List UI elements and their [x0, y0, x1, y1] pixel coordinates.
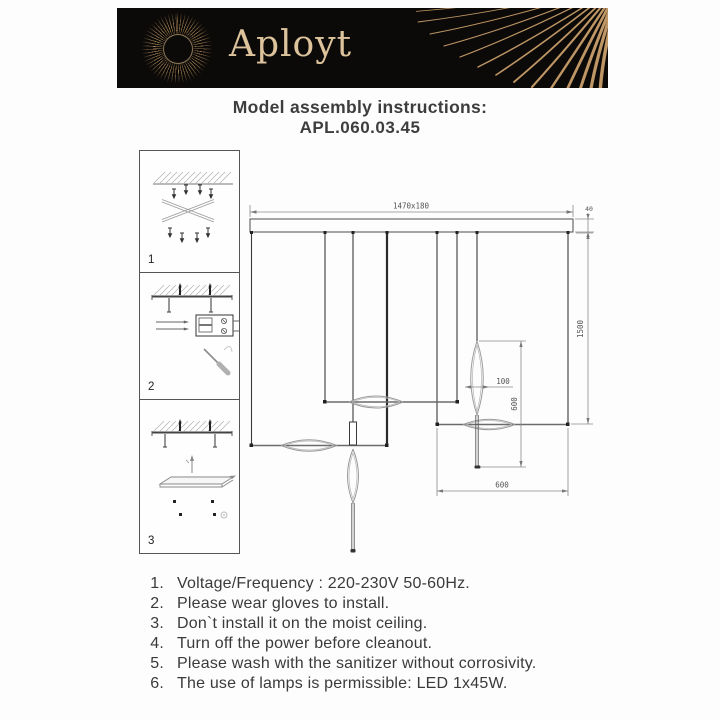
instruction-number: 2.: [150, 595, 164, 612]
step-2-label: 2: [148, 381, 155, 393]
upper-bar-lamp: [323, 396, 459, 408]
suspension-wires: [252, 233, 569, 445]
canopy-plate: [160, 476, 236, 488]
step-1-box: [139, 150, 240, 273]
model-number: APL.060.03.45: [299, 118, 421, 137]
brand-header-band: [117, 8, 608, 88]
dimension-bar-length: [437, 428, 568, 496]
step-3-box: [139, 399, 240, 554]
instruction-number: 6.: [150, 675, 164, 692]
instruction-text: The use of lamps is permissible: LED 1x45W.: [177, 675, 508, 692]
instruction-item: [128, 634, 703, 654]
canopy-screws: [173, 500, 227, 518]
instruction-item: [128, 674, 703, 694]
lift-arrow-icon: [186, 455, 194, 473]
instruction-item: [128, 574, 703, 594]
instruction-text: Don`t install it on the moist ceiling.: [177, 615, 428, 632]
canopy-plate-mounting-diagram: [140, 400, 241, 555]
instructions-list: [128, 574, 703, 694]
dimension-width: [250, 202, 573, 218]
starburst-core: [163, 34, 193, 64]
screws: [168, 185, 213, 242]
wiring-terminal-block-screwdriver-diagram: [140, 273, 241, 401]
svg-text:100: 100: [496, 377, 510, 386]
step-3-label: 3: [148, 535, 155, 547]
vertical-lamp: [471, 341, 484, 469]
lower-left-bar-lamp: [250, 422, 389, 553]
terminal-block: [196, 315, 239, 336]
instruction-number: 4.: [150, 635, 164, 652]
svg-text:1470x180: 1470x180: [392, 201, 430, 211]
title-block: [0, 97, 720, 138]
page-title: Model assembly instructions:: [232, 97, 488, 117]
canopy-bar: [250, 219, 573, 232]
svg-text:1500: 1500: [576, 319, 585, 339]
ceiling-cross-bracket-screws-diagram: [140, 151, 241, 274]
cross-bracket: [162, 200, 214, 223]
dimension-lamp-length: [479, 341, 526, 467]
instruction-text: Please wash with the sanitizer without corrosivity.: [177, 655, 537, 672]
instruction-text: Please wear gloves to install.: [177, 595, 390, 612]
instruction-number: 1.: [150, 575, 164, 592]
instruction-item: [128, 654, 703, 674]
wires: [156, 321, 189, 331]
instruction-text: Voltage/Frequency : 220-230V 50-60Hz.: [177, 575, 470, 592]
step-2-box: [139, 272, 240, 400]
driver-box: [350, 422, 357, 445]
instruction-text: Turn off the power before cleanout.: [177, 635, 433, 652]
starburst-logo-icon: [140, 11, 214, 85]
brand-name: Aployt: [229, 24, 353, 65]
pendant-lamp-dimension-drawing: [238, 196, 604, 568]
radial-rays-icon: [416, 8, 608, 88]
step-1-label: 1: [148, 254, 155, 266]
installation-steps-column: [139, 150, 240, 554]
instruction-number: 5.: [150, 655, 164, 672]
svg-text:600: 600: [495, 480, 509, 490]
instruction-item: [128, 594, 703, 614]
svg-text:40: 40: [585, 205, 593, 213]
dimension-drop-height: [571, 233, 593, 424]
screwdriver-icon: [204, 346, 232, 373]
right-bar-lamp: [436, 419, 570, 430]
svg-text:600: 600: [510, 397, 519, 411]
instruction-number: 3.: [150, 615, 164, 632]
instruction-item: [128, 614, 703, 634]
